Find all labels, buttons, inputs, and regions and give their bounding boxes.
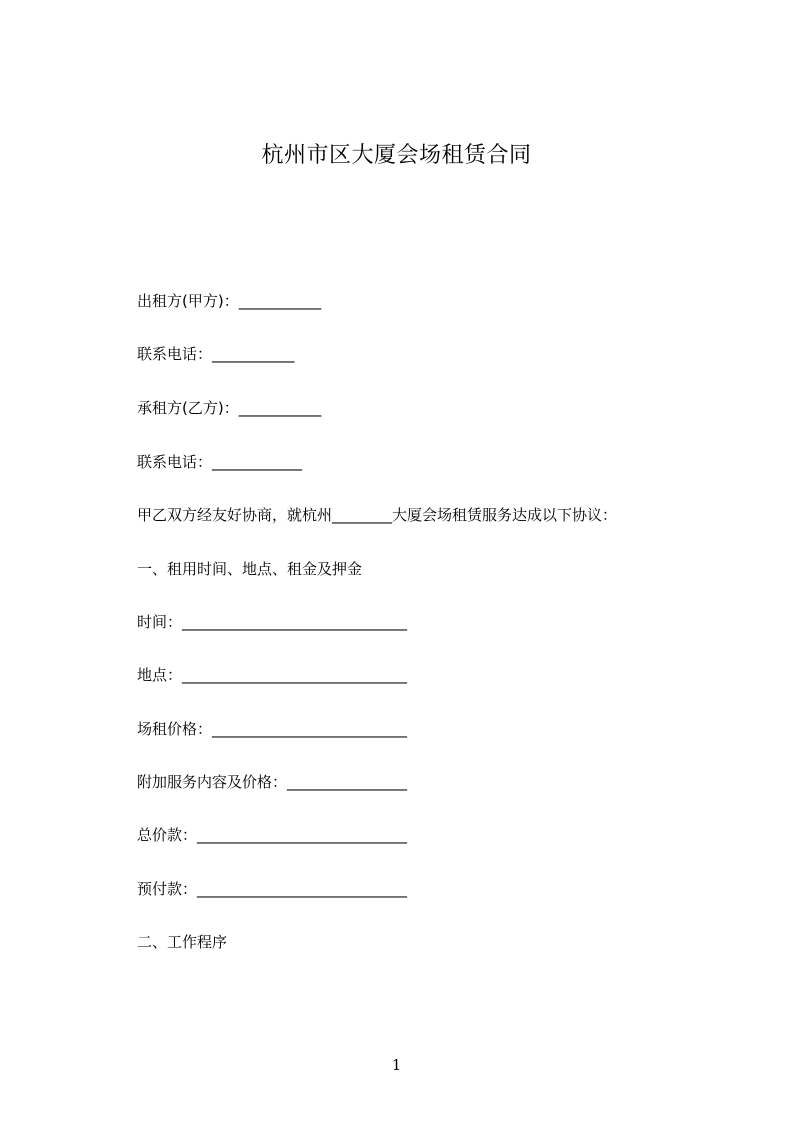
document-title: 杭州市区大厦会场租赁合同 bbox=[261, 143, 532, 168]
location-field: 地点：______________________________ bbox=[137, 666, 408, 684]
section-1-heading: 一、租用时间、地点、租金及押金 bbox=[137, 560, 363, 578]
lessor-line: 出租方(甲方)：___________ bbox=[137, 292, 322, 310]
prepayment-field: 预付款：____________________________ bbox=[137, 880, 408, 898]
total-price-field: 总价款：____________________________ bbox=[137, 826, 408, 844]
extra-services-field: 附加服务内容及价格：________________ bbox=[137, 773, 408, 791]
lessor-phone-line: 联系电话：___________ bbox=[137, 345, 295, 363]
time-field: 时间：______________________________ bbox=[137, 613, 408, 631]
venue-price-field: 场租价格：__________________________ bbox=[137, 720, 408, 738]
section-2-heading: 二、工作程序 bbox=[137, 933, 228, 951]
agreement-intro: 甲乙双方经友好协商，就杭州________大厦会场租赁服务达成以下协议： bbox=[137, 506, 618, 524]
page-number: 1 bbox=[391, 1056, 402, 1074]
lessee-line: 承租方(乙方)：___________ bbox=[137, 399, 322, 417]
lessee-phone-line: 联系电话：____________ bbox=[137, 453, 303, 471]
